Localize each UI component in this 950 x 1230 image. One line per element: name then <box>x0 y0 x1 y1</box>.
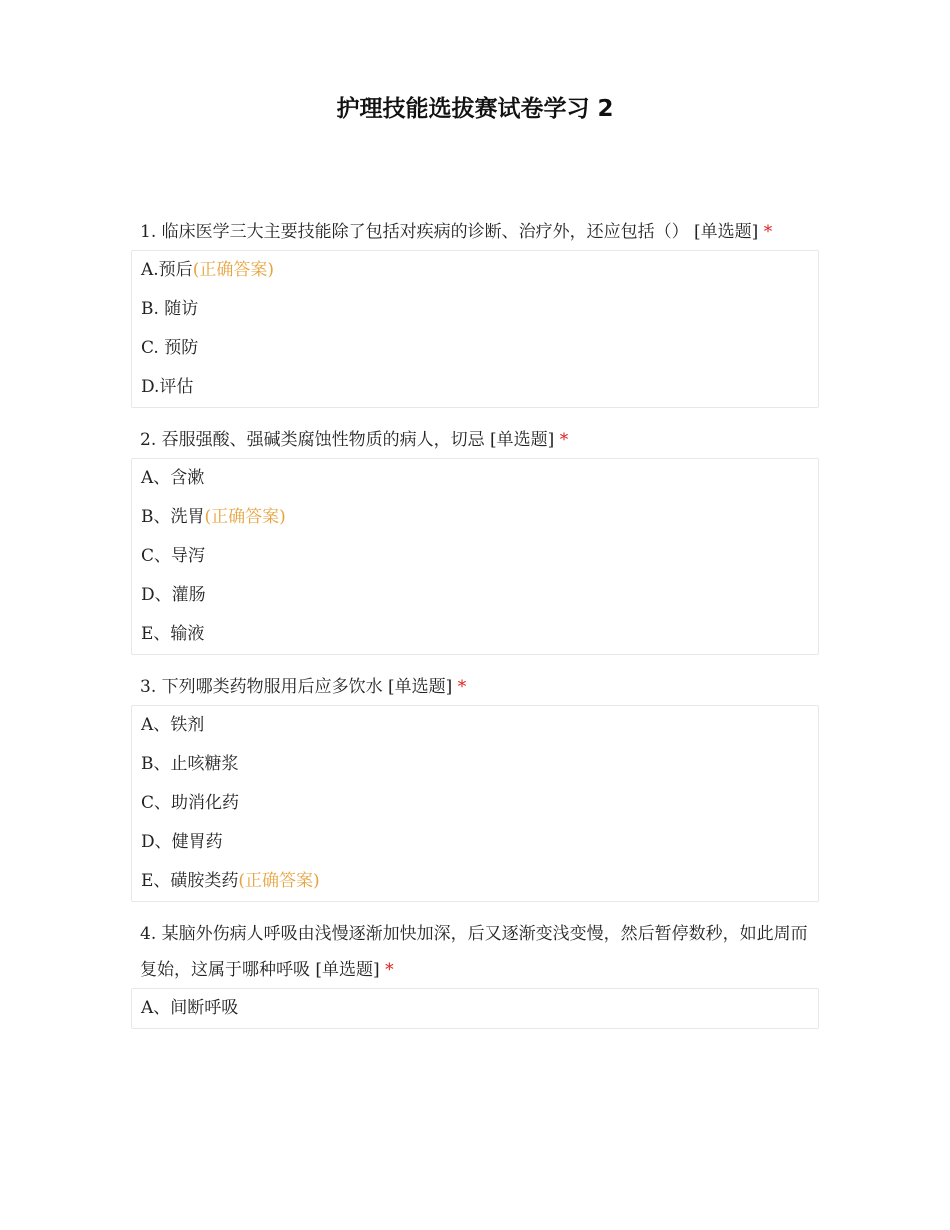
question-text: 4. 某脑外伤病人呼吸由浅慢逐渐加快加深，后又逐渐变浅变慢，然后暂停数秒，如此周而复始，这属于哪种呼吸 [单选题] * <box>140 924 808 980</box>
required-star: * <box>763 222 773 242</box>
option-item: C. 预防 <box>141 338 199 358</box>
required-star: * <box>559 430 569 450</box>
option-item: D、灌肠 <box>141 585 206 605</box>
option-item: B、洗胃(正确答案) <box>141 507 286 527</box>
question-4 <box>131 916 819 1029</box>
correct-answer-marker: (正确答案) <box>204 507 286 527</box>
option-item: A、间断呼吸 <box>141 998 239 1018</box>
option-item: C、助消化药 <box>141 793 240 813</box>
question-text: 2. 吞服强酸、强碱类腐蚀性物质的病人，切忌 [单选题] * <box>140 430 569 450</box>
question-2 <box>131 422 819 655</box>
option-item: D.评估 <box>141 377 194 397</box>
option-item: A、含漱 <box>141 468 205 488</box>
question-3 <box>131 669 819 902</box>
question-text: 1. 临床医学三大主要技能除了包括对疾病的诊断、治疗外，还应包括（） [单选题] * <box>140 222 773 242</box>
option-list <box>131 988 819 1029</box>
question-list <box>131 214 819 1043</box>
option-item: C、导泻 <box>141 546 206 566</box>
option-list <box>131 458 819 655</box>
option-item: E、磺胺类药(正确答案) <box>141 871 320 891</box>
option-list <box>131 250 819 408</box>
option-item: E、输液 <box>141 624 205 644</box>
correct-answer-marker: (正确答案) <box>238 871 320 891</box>
option-list <box>131 705 819 902</box>
required-star: * <box>457 677 467 697</box>
option-item: B、止咳糖浆 <box>141 754 239 774</box>
page-title: 护理技能选拔赛试卷学习 2 <box>336 96 614 122</box>
option-item: B. 随访 <box>141 299 199 319</box>
correct-answer-marker: (正确答案) <box>192 260 274 280</box>
option-item: A.预后(正确答案) <box>141 260 274 280</box>
option-item: A、铁剂 <box>141 715 205 735</box>
question-text: 3. 下列哪类药物服用后应多饮水 [单选题] * <box>140 677 467 697</box>
question-1 <box>131 214 819 408</box>
required-star: * <box>385 960 394 980</box>
option-item: D、健胃药 <box>141 832 223 852</box>
